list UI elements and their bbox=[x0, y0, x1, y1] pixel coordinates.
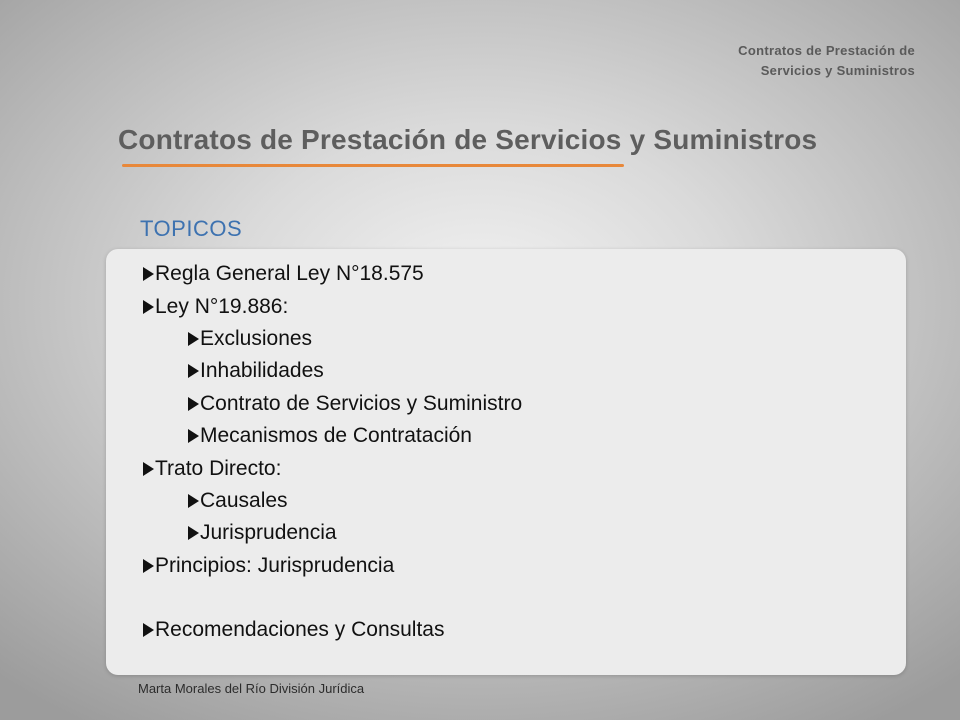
topic-text: Causales bbox=[200, 488, 288, 512]
topic-text: Regla General Ley N°18.575 bbox=[155, 262, 424, 286]
arrow-bullet-icon bbox=[143, 559, 154, 573]
topic-text: Mecanismos de Contratación bbox=[200, 424, 472, 448]
topic-text: Contrato de Servicios y Suministro bbox=[200, 391, 523, 415]
list-spacer bbox=[143, 582, 522, 614]
subtopic-item bbox=[143, 517, 522, 549]
topic-item bbox=[143, 258, 522, 290]
header-subtitle bbox=[515, 41, 915, 81]
arrow-bullet-icon bbox=[188, 397, 199, 411]
arrow-bullet-icon bbox=[143, 300, 154, 314]
footer-author: Marta Morales del Río División Jurídica bbox=[138, 681, 365, 696]
header-subtitle-line-2: Servicios y Suministros bbox=[760, 63, 915, 78]
title-underline bbox=[122, 164, 624, 167]
subtopic-item bbox=[143, 323, 522, 355]
topic-text: Exclusiones bbox=[200, 326, 313, 350]
content-panel bbox=[106, 249, 906, 675]
subtopic-item bbox=[143, 420, 522, 452]
topic-list bbox=[143, 258, 522, 647]
topic-item bbox=[143, 614, 522, 646]
topic-text: Principios: Jurisprudencia bbox=[155, 553, 395, 577]
topic-text: Recomendaciones y Consultas bbox=[155, 618, 445, 642]
arrow-bullet-icon bbox=[143, 267, 154, 281]
subtopic-item bbox=[143, 485, 522, 517]
topic-item bbox=[143, 290, 522, 322]
subtopic-item bbox=[143, 355, 522, 387]
topic-item bbox=[143, 452, 522, 484]
header-subtitle-line-1: Contratos de Prestación de bbox=[738, 43, 915, 58]
arrow-bullet-icon bbox=[143, 623, 154, 637]
topic-text: Jurisprudencia bbox=[200, 521, 337, 545]
topic-text: Ley N°19.886: bbox=[155, 294, 289, 318]
arrow-bullet-icon bbox=[188, 429, 199, 443]
arrow-bullet-icon bbox=[188, 364, 199, 378]
topic-item bbox=[143, 550, 522, 582]
slide-title: Contratos de Prestación de Servicios y Suministros bbox=[118, 124, 818, 155]
arrow-bullet-icon bbox=[188, 494, 199, 508]
topic-text: Trato Directo: bbox=[155, 456, 282, 480]
subtopic-item bbox=[143, 388, 522, 420]
arrow-bullet-icon bbox=[143, 462, 154, 476]
topic-text: Inhabilidades bbox=[200, 359, 324, 383]
arrow-bullet-icon bbox=[188, 526, 199, 540]
arrow-bullet-icon bbox=[188, 332, 199, 346]
section-label: TOPICOS bbox=[140, 216, 243, 241]
